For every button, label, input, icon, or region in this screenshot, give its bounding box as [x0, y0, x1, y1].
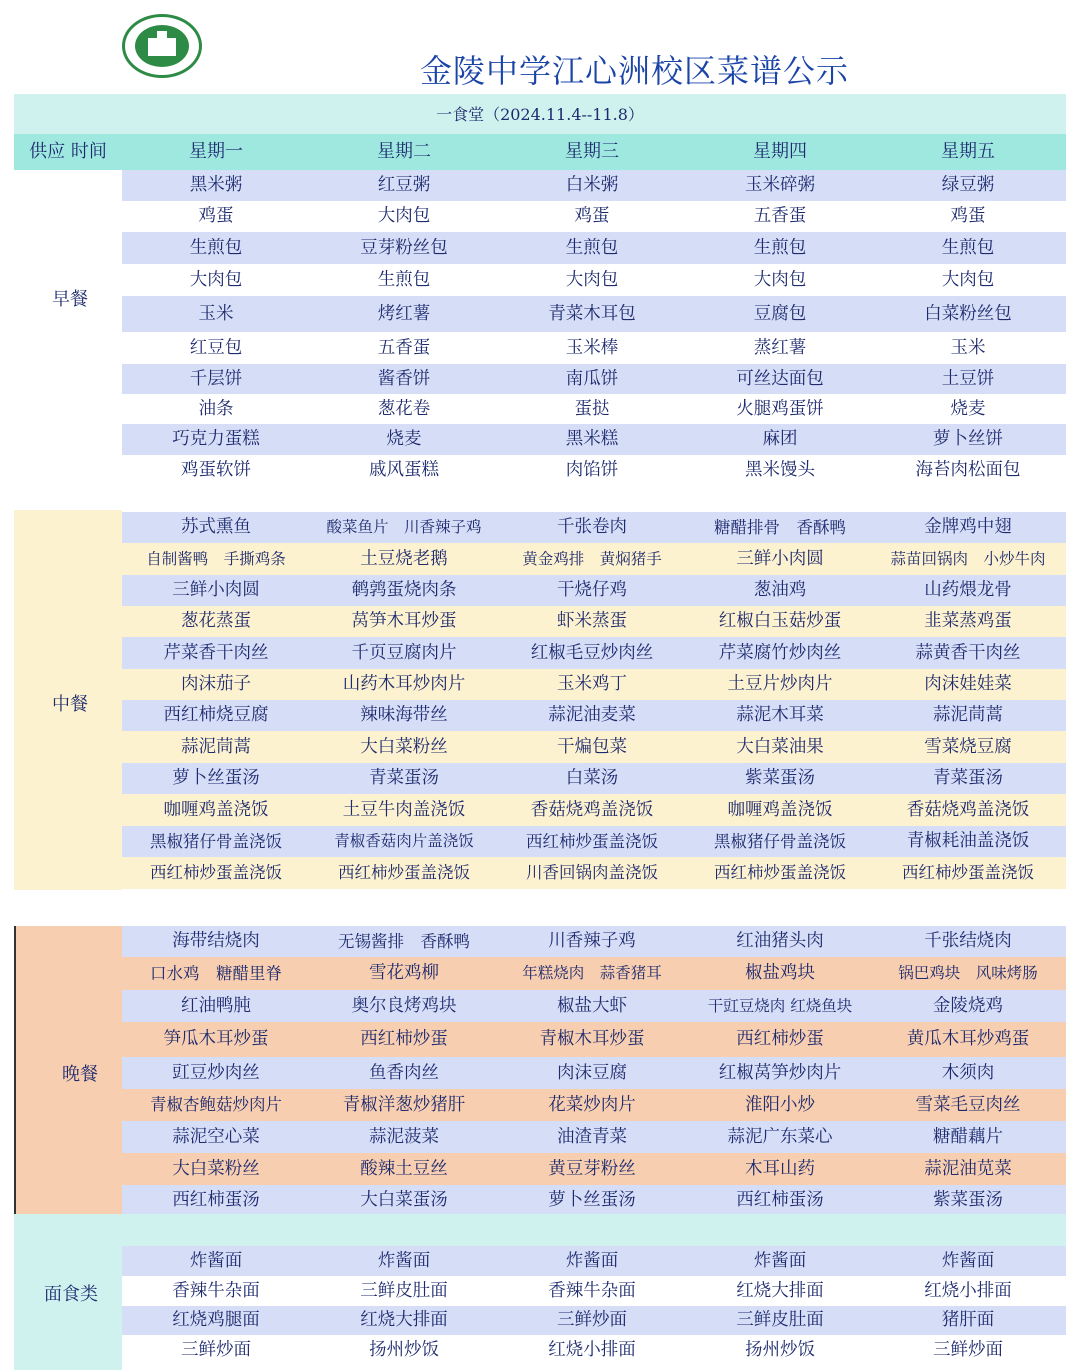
dish-cell: 青菜蛋汤 — [369, 768, 439, 788]
dish-cell: 西红柿炒蛋盖浇饭 — [526, 832, 658, 851]
dish-cell: 炸酱面 — [377, 1251, 431, 1271]
section-divider — [14, 926, 16, 1214]
section-top-band — [14, 1214, 1066, 1246]
dish-cell: 黑椒猪仔骨盖浇饭 — [150, 832, 282, 851]
menu-row — [122, 1276, 1066, 1306]
menu-row — [122, 1022, 1066, 1057]
dish-cell: 海苔肉松面包 — [915, 460, 1021, 480]
dish-cell: 千层饼 — [189, 369, 243, 389]
dish-cell: 土豆烧老鹅 — [360, 549, 448, 569]
dish-cell: 蒜泥菠菜 — [369, 1127, 439, 1147]
dish-cell: 红豆粥 — [377, 175, 431, 195]
dish-cell: 青菜蛋汤 — [933, 768, 1003, 788]
menu-row — [122, 731, 1066, 763]
dish-cell: 油条 — [198, 399, 234, 419]
menu-row — [122, 575, 1066, 606]
dish-cell: 三鲜小肉圆 — [736, 549, 824, 569]
dish-cell: 大白菜粉丝 — [360, 737, 448, 757]
menu-row — [122, 232, 1066, 264]
dish-cell: 鱼香肉丝 — [369, 1063, 439, 1083]
dish-cell: 鸡蛋 — [950, 206, 986, 226]
dish-cell: 烧麦 — [386, 429, 422, 449]
dish-cell: 三鲜炒面 — [933, 1340, 1003, 1360]
dish-cell: 咖喱鸡盖浇饭 — [163, 800, 269, 820]
dish-cell: 鸡蛋 — [574, 206, 610, 226]
dish-cell: 蒜泥油麦菜 — [548, 705, 636, 725]
menu-row — [122, 1335, 1066, 1365]
meal-section-label: 早餐 — [52, 289, 88, 310]
dish-cell: 玉米 — [198, 304, 234, 324]
menu-row — [122, 700, 1066, 731]
dish-cell: 锅巴鸡块 风味烤肠 — [898, 964, 1038, 982]
dish-cell: 笋瓜木耳炒蛋 — [163, 1029, 269, 1049]
dish-cell: 香辣牛杂面 — [172, 1281, 260, 1301]
dish-cell: 生煎包 — [565, 238, 619, 258]
dish-cell: 奥尔良烤鸡块 — [351, 996, 457, 1016]
dish-cell: 大肉包 — [941, 270, 995, 290]
dish-cell: 葱油鸡 — [753, 580, 807, 600]
dish-cell: 生煎包 — [189, 238, 243, 258]
dish-cell: 生煎包 — [753, 238, 807, 258]
dish-cell: 年糕烧肉 蒜香猪耳 — [522, 964, 662, 982]
dish-cell: 椒盐鸡块 — [745, 963, 815, 983]
day-header: 星期一 — [189, 141, 243, 162]
dish-cell: 炸酱面 — [753, 1251, 807, 1271]
dish-cell: 大肉包 — [377, 206, 431, 226]
dish-cell: 蒜泥空心菜 — [172, 1127, 260, 1147]
dish-cell: 口水鸡 糖醋里脊 — [150, 964, 282, 983]
dish-cell: 黑椒猪仔骨盖浇饭 — [714, 832, 846, 851]
dish-cell: 莴笋木耳炒蛋 — [351, 611, 457, 631]
dish-cell: 红油猪头肉 — [736, 931, 824, 951]
dish-cell: 炸酱面 — [565, 1251, 619, 1271]
dish-cell: 苏式熏鱼 — [181, 517, 251, 537]
dish-cell: 山药木耳炒肉片 — [342, 674, 466, 694]
dish-cell: 肉沫娃娃菜 — [924, 674, 1012, 694]
table-header — [14, 134, 1066, 170]
dish-cell: 香菇烧鸡盖浇饭 — [906, 800, 1030, 820]
dish-cell: 萝卜丝蛋汤 — [548, 1190, 636, 1210]
dish-cell: 戚风蛋糕 — [369, 460, 439, 480]
dish-cell: 炸酱面 — [189, 1251, 243, 1271]
dish-cell: 白菜汤 — [565, 768, 619, 788]
menu-row — [122, 332, 1066, 364]
dish-cell: 蒜泥油苋菜 — [924, 1159, 1012, 1179]
dish-cell: 西红柿炒蛋 — [736, 1029, 824, 1049]
dish-cell: 干煸包菜 — [557, 737, 627, 757]
dish-cell: 生煎包 — [377, 270, 431, 290]
dish-cell: 红烧大排面 — [736, 1281, 824, 1301]
dish-cell: 韭菜蒸鸡蛋 — [924, 611, 1012, 631]
dish-cell: 黄金鸡排 黄焖猪手 — [522, 550, 662, 568]
dish-cell: 白菜粉丝包 — [924, 304, 1012, 324]
dish-cell: 西红柿炒蛋盖浇饭 — [902, 863, 1034, 882]
dish-cell: 大肉包 — [189, 270, 243, 290]
menu-row — [122, 1121, 1066, 1153]
dish-cell: 三鲜皮肚面 — [736, 1310, 824, 1330]
dish-cell: 青椒洋葱炒猪肝 — [342, 1095, 466, 1115]
dish-cell: 虾米蒸蛋 — [557, 611, 627, 631]
time-label: 供应 时间 — [29, 141, 107, 162]
dish-cell: 自制酱鸭 手撕鸡条 — [146, 550, 286, 568]
dish-cell: 黄瓜木耳炒鸡蛋 — [906, 1029, 1030, 1049]
dish-cell: 鸡蛋软饼 — [181, 460, 251, 480]
menu-row — [122, 455, 1066, 486]
dish-cell: 大白菜蛋汤 — [360, 1190, 448, 1210]
dish-cell: 豇豆炒肉丝 — [172, 1063, 260, 1083]
dish-cell: 生煎包 — [941, 238, 995, 258]
canteen-subtitle: 一食堂（2024.11.4--11.8） — [14, 94, 1066, 134]
menu-row — [122, 669, 1066, 700]
menu-row — [122, 926, 1066, 957]
dish-cell: 青椒耗油盖浇饭 — [906, 831, 1030, 851]
dish-cell: 木耳山药 — [745, 1159, 815, 1179]
dish-cell: 烧麦 — [950, 399, 986, 419]
dish-cell: 三鲜炒面 — [557, 1310, 627, 1330]
meal-section-label: 晚餐 — [62, 1064, 98, 1085]
dish-cell: 千页豆腐肉片 — [351, 643, 457, 663]
dish-cell: 蒜泥茼蒿 — [933, 705, 1003, 725]
dish-cell: 萝卜丝饼 — [933, 429, 1003, 449]
dish-cell: 麻团 — [762, 429, 798, 449]
dish-cell: 山药煨龙骨 — [924, 580, 1012, 600]
dish-cell: 肉沫豆腐 — [557, 1063, 627, 1083]
dish-cell: 红豆包 — [189, 338, 243, 358]
menu-row — [122, 1089, 1066, 1121]
menu-row — [122, 1306, 1066, 1335]
dish-cell: 花菜炒肉片 — [548, 1095, 636, 1115]
dish-cell: 猪肝面 — [941, 1310, 995, 1330]
menu-row — [122, 637, 1066, 669]
menu-row — [122, 424, 1066, 455]
menu-row — [122, 794, 1066, 826]
dish-cell: 木须肉 — [941, 1063, 995, 1083]
dish-cell: 红烧大排面 — [360, 1310, 448, 1330]
dish-cell: 西红柿蛋汤 — [172, 1190, 260, 1210]
dish-cell: 火腿鸡蛋饼 — [736, 399, 824, 419]
dish-cell: 糖醋藕片 — [933, 1127, 1003, 1147]
dish-cell: 豆腐包 — [753, 304, 807, 324]
dish-cell: 红椒毛豆炒肉丝 — [530, 643, 654, 663]
dish-cell: 炸酱面 — [941, 1251, 995, 1271]
dish-cell: 西红柿烧豆腐 — [163, 705, 269, 725]
day-header: 星期三 — [565, 141, 619, 162]
dish-cell: 蛋挞 — [574, 399, 610, 419]
dish-cell: 糖醋排骨 香酥鸭 — [714, 518, 846, 537]
menu-row — [122, 606, 1066, 637]
dish-cell: 酸菜鱼片 川香辣子鸡 — [326, 518, 482, 536]
dish-cell: 西红柿炒蛋 — [360, 1029, 448, 1049]
dish-cell: 玉米鸡丁 — [557, 674, 627, 694]
dish-cell: 酱香饼 — [377, 369, 431, 389]
dish-cell: 大白菜油果 — [736, 737, 824, 757]
dish-cell: 青椒香菇肉片盖浇饭 — [334, 832, 474, 850]
dish-cell: 海带结烧肉 — [172, 931, 260, 951]
dish-cell: 蒜苗回锅肉 小炒牛肉 — [890, 550, 1046, 568]
dish-cell: 金陵烧鸡 — [933, 996, 1003, 1016]
dish-cell: 肉沫茄子 — [181, 674, 251, 694]
menu-row — [122, 364, 1066, 394]
dish-cell: 豆芽粉丝包 — [360, 238, 448, 258]
dish-cell: 黑米粥 — [189, 175, 243, 195]
menu-row — [122, 394, 1066, 424]
dish-cell: 干豇豆烧肉 红烧鱼块 — [707, 997, 853, 1015]
menu-row — [122, 543, 1066, 575]
dish-cell: 扬州炒饭 — [369, 1340, 439, 1360]
dish-cell: 葱花卷 — [377, 399, 431, 419]
dish-cell: 西红柿炒蛋盖浇饭 — [714, 863, 846, 882]
dish-cell: 红椒莴笋炒肉片 — [718, 1063, 842, 1083]
dish-cell: 蒸红薯 — [753, 338, 807, 358]
menu-row — [122, 512, 1066, 543]
dish-cell: 鸡蛋 — [198, 206, 234, 226]
menu-row — [122, 857, 1066, 889]
dish-cell: 西红柿炒蛋盖浇饭 — [150, 863, 282, 882]
dish-cell: 扬州炒饭 — [745, 1340, 815, 1360]
dish-cell: 土豆片炒肉片 — [727, 674, 833, 694]
dish-cell: 大肉包 — [565, 270, 619, 290]
dish-cell: 白米粥 — [565, 175, 619, 195]
dish-cell: 青椒杏鲍菇炒肉片 — [150, 1095, 282, 1114]
dish-cell: 大肉包 — [753, 270, 807, 290]
menu-row — [122, 170, 1066, 201]
dish-cell: 红烧鸡腿面 — [172, 1310, 260, 1330]
dish-cell: 黑米馒头 — [745, 460, 815, 480]
dish-cell: 千张卷肉 — [557, 517, 627, 537]
menu-row — [122, 1185, 1066, 1216]
day-header: 星期二 — [377, 141, 431, 162]
dish-cell: 西红柿炒蛋盖浇饭 — [338, 863, 470, 882]
dish-cell: 金牌鸡中翅 — [924, 517, 1012, 537]
menu-row — [122, 957, 1066, 990]
dish-cell: 红烧小排面 — [924, 1281, 1012, 1301]
dish-cell: 雪菜毛豆肉丝 — [915, 1095, 1021, 1115]
dish-cell: 酸辣土豆丝 — [360, 1159, 448, 1179]
dish-cell: 西红柿蛋汤 — [736, 1190, 824, 1210]
dish-cell: 五香蛋 — [377, 338, 431, 358]
dish-cell: 烤红薯 — [377, 304, 431, 324]
dish-cell: 淮阳小炒 — [745, 1095, 815, 1115]
dish-cell: 红烧小排面 — [548, 1340, 636, 1360]
dish-cell: 鹌鹑蛋烧肉条 — [351, 580, 457, 600]
dish-cell: 青菜木耳包 — [548, 304, 636, 324]
dish-cell: 玉米棒 — [565, 338, 619, 358]
dish-cell: 蒜泥广东菜心 — [727, 1127, 833, 1147]
dish-cell: 蒜泥茼蒿 — [181, 737, 251, 757]
dish-cell: 土豆牛肉盖浇饭 — [342, 800, 466, 820]
dish-cell: 油渣青菜 — [557, 1127, 627, 1147]
menu-row — [122, 201, 1066, 232]
dish-cell: 绿豆粥 — [941, 175, 995, 195]
menu-row — [122, 826, 1066, 857]
menu-row — [122, 990, 1066, 1022]
dish-cell: 紫菜蛋汤 — [933, 1190, 1003, 1210]
dish-cell: 三鲜炒面 — [181, 1340, 251, 1360]
menu-row — [122, 1153, 1066, 1185]
dish-cell: 黑米糕 — [565, 429, 619, 449]
dish-cell: 青椒木耳炒蛋 — [539, 1029, 645, 1049]
dish-cell: 玉米碎粥 — [745, 175, 815, 195]
dish-cell: 大白菜粉丝 — [172, 1159, 260, 1179]
dish-cell: 无锡酱排 香酥鸭 — [338, 932, 470, 951]
dish-cell: 可丝达面包 — [736, 369, 824, 389]
dish-cell: 千张结烧肉 — [924, 931, 1012, 951]
dish-cell: 紫菜蛋汤 — [745, 768, 815, 788]
dish-cell: 红油鸭肫 — [181, 996, 251, 1016]
dish-cell: 雪花鸡柳 — [369, 963, 439, 983]
dish-cell: 香辣牛杂面 — [548, 1281, 636, 1301]
menu-row — [122, 1246, 1066, 1276]
dish-cell: 干烧仔鸡 — [557, 580, 627, 600]
dish-cell: 巧克力蛋糕 — [172, 429, 260, 449]
meal-section-label: 面食类 — [44, 1284, 98, 1305]
menu-row — [122, 763, 1066, 794]
dish-cell: 辣味海带丝 — [360, 705, 448, 725]
dish-cell: 土豆饼 — [941, 369, 995, 389]
dish-cell: 三鲜小肉圆 — [172, 580, 260, 600]
dish-cell: 黄豆芽粉丝 — [548, 1159, 636, 1179]
dish-cell: 香菇烧鸡盖浇饭 — [530, 800, 654, 820]
dish-cell: 雪菜烧豆腐 — [924, 737, 1012, 757]
day-header: 星期五 — [941, 141, 995, 162]
dish-cell: 肉馅饼 — [565, 460, 619, 480]
dish-cell: 红椒白玉菇炒蛋 — [718, 611, 842, 631]
meal-section-label: 中餐 — [52, 694, 88, 715]
menu-row — [122, 1057, 1066, 1089]
dish-cell: 三鲜皮肚面 — [360, 1281, 448, 1301]
dish-cell: 芹菜香干肉丝 — [163, 643, 269, 663]
dish-cell: 南瓜饼 — [565, 369, 619, 389]
dish-cell: 蒜黄香干肉丝 — [915, 643, 1021, 663]
menu-row — [122, 296, 1066, 332]
dish-cell: 咖喱鸡盖浇饭 — [727, 800, 833, 820]
dish-cell: 芹菜腐竹炒肉丝 — [718, 643, 842, 663]
dish-cell: 葱花蒸蛋 — [181, 611, 251, 631]
dish-cell: 川香回锅肉盖浇饭 — [526, 863, 658, 882]
school-logo-icon — [122, 14, 202, 78]
dish-cell: 萝卜丝蛋汤 — [172, 768, 260, 788]
dish-cell: 川香辣子鸡 — [548, 931, 636, 951]
page-title: 金陵中学江心洲校区菜谱公示 — [420, 52, 850, 90]
dish-cell: 五香蛋 — [753, 206, 807, 226]
menu-row — [122, 264, 1066, 296]
dish-cell: 蒜泥木耳菜 — [736, 705, 824, 725]
dish-cell: 玉米 — [950, 338, 986, 358]
day-header: 星期四 — [753, 141, 807, 162]
dish-cell: 椒盐大虾 — [557, 996, 627, 1016]
